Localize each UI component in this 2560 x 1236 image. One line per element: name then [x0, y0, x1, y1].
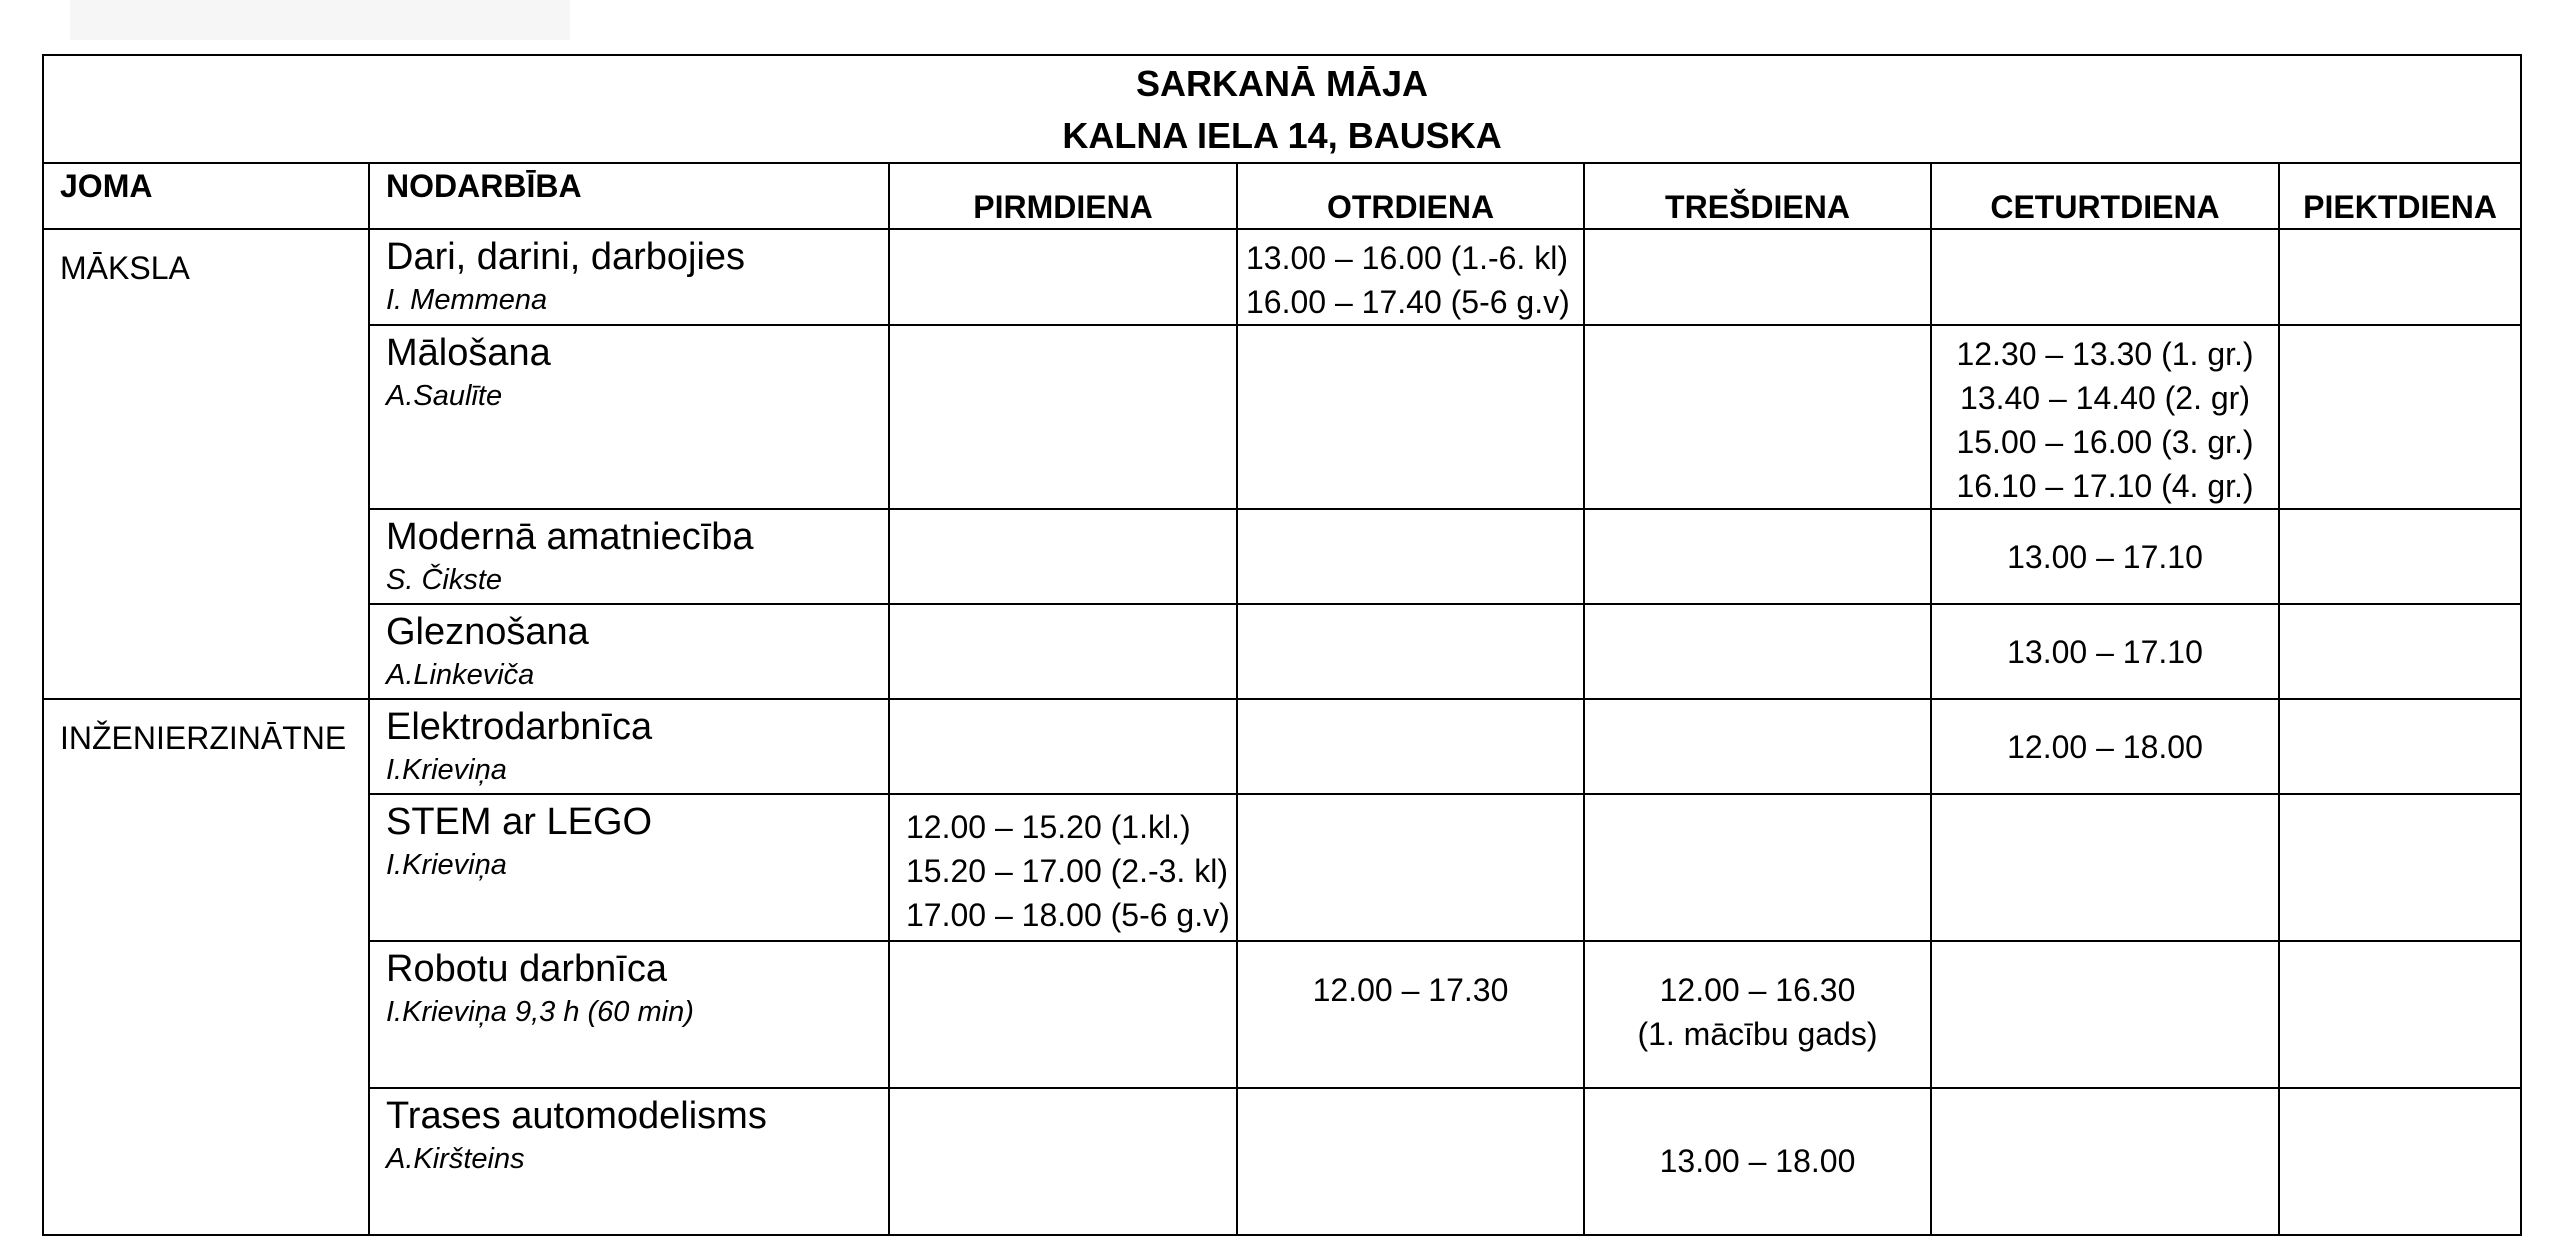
cell-thu: [1931, 941, 2279, 1088]
header-wednesday: TREŠDIENA: [1584, 163, 1931, 229]
activity-name: Robotu darbnīca: [386, 948, 667, 990]
activity-teacher: A.Saulīte: [386, 380, 503, 412]
cell-wed: [1584, 325, 1931, 509]
cell-wed: [1584, 229, 1931, 325]
schedule-document: [42, 54, 2520, 1236]
activity-teacher: I.Krieviņa: [386, 754, 507, 786]
activity-cell: [369, 699, 889, 794]
header-area: JOMA: [43, 163, 369, 229]
time-slot: 13.00 – 17.10: [2007, 538, 2203, 575]
cell-tue: [1237, 699, 1584, 794]
activity-cell: [369, 604, 889, 699]
header-monday: PIRMDIENA: [889, 163, 1237, 229]
cell-tue: [1237, 794, 1584, 941]
activity-teacher: I.Krieviņa: [386, 849, 507, 881]
cell-thu: [1931, 325, 2279, 509]
area-engineering: INŽENIERZINĀTNE: [43, 699, 369, 1235]
cell-tue: [1237, 229, 1584, 325]
time-slot: 15.00 – 16.00 (3. gr.): [1956, 424, 2254, 460]
header-row: [43, 163, 2521, 229]
cell-fri: [2279, 941, 2521, 1088]
cell-thu: [1931, 604, 2279, 699]
time-slot: 12.00 – 16.30: [1659, 972, 1856, 1008]
table-row: [43, 509, 2521, 604]
cell-tue: [1237, 509, 1584, 604]
time-slot: 12.00 – 15.20 (1.kl.): [906, 809, 1191, 845]
time-slot: 12.30 – 13.30 (1. gr.): [1956, 336, 2254, 372]
cell-mon: [889, 604, 1237, 699]
activity-teacher: A.Linkeviča: [386, 659, 535, 691]
title-line-2: KALNA IELA 14, BAUSKA: [1062, 115, 1502, 156]
time-slot: 13.00 – 17.10: [2007, 633, 2203, 670]
activity-cell: [369, 509, 889, 604]
time-slot: 15.20 – 17.00 (2.-3. kl): [906, 853, 1228, 889]
activity-name: Modernā amatniecība: [386, 516, 754, 558]
cell-thu: [1931, 794, 2279, 941]
table-row: [43, 229, 2521, 325]
activity-teacher: S. Čikste: [386, 564, 503, 596]
activity-name: STEM ar LEGO: [386, 801, 653, 843]
table-row: [43, 604, 2521, 699]
cell-mon: [889, 1088, 1237, 1235]
area-art: MĀKSLA: [43, 229, 369, 699]
time-slot: 12.00 – 18.00: [2007, 728, 2203, 765]
activity-cell: [369, 229, 889, 325]
cell-mon: [889, 941, 1237, 1088]
activity-cell: [369, 1088, 889, 1235]
header-friday: PIEKTDIENA: [2279, 163, 2521, 229]
activity-name: Gleznošana: [386, 611, 589, 653]
cell-tue: [1237, 325, 1584, 509]
document-title: [43, 55, 2521, 163]
header-tuesday: OTRDIENA: [1237, 163, 1584, 229]
table-row: [43, 1088, 2521, 1235]
activity-teacher: A.Kiršteins: [386, 1143, 525, 1175]
cell-wed: [1584, 509, 1931, 604]
schedule-table: [42, 54, 2522, 1236]
cell-wed: [1584, 604, 1931, 699]
cell-mon: [889, 325, 1237, 509]
activity-name: Dari, darini, darbojies: [386, 236, 746, 278]
cell-tue: [1237, 1088, 1584, 1235]
activity-name: Trases automodelisms: [386, 1095, 767, 1137]
cell-mon: [889, 794, 1237, 941]
cell-mon: [889, 509, 1237, 604]
cell-fri: [2279, 1088, 2521, 1235]
cell-wed: [1584, 794, 1931, 941]
cell-wed: [1584, 941, 1931, 1088]
cell-fri: [2279, 325, 2521, 509]
time-slot: 17.00 – 18.00 (5-6 g.v): [906, 897, 1230, 933]
header-activity: NODARBĪBA: [369, 163, 889, 229]
cell-fri: [2279, 699, 2521, 794]
table-row: [43, 699, 2521, 794]
cell-thu: [1931, 229, 2279, 325]
table-row: [43, 794, 2521, 941]
cell-wed: [1584, 1088, 1931, 1235]
cell-fri: [2279, 229, 2521, 325]
time-slot: (1. mācību gads): [1637, 1016, 1878, 1052]
cell-mon: [889, 699, 1237, 794]
cell-thu: [1931, 509, 2279, 604]
faint-artifact: [70, 0, 570, 40]
cell-fri: [2279, 604, 2521, 699]
activity-name: Mālošana: [386, 332, 551, 374]
cell-wed: [1584, 699, 1931, 794]
activity-cell: [369, 794, 889, 941]
cell-fri: [2279, 794, 2521, 941]
time-slot: 12.00 – 17.30: [1312, 972, 1509, 1008]
activity-cell: [369, 325, 889, 509]
title-line-1: SARKANĀ MĀJA: [1136, 63, 1429, 104]
activity-teacher: I.Krieviņa 9,3 h (60 min): [386, 996, 694, 1028]
time-slot: 16.10 – 17.10 (4. gr.): [1956, 468, 2254, 504]
cell-tue: [1237, 604, 1584, 699]
activity-cell: [369, 941, 889, 1088]
cell-fri: [2279, 509, 2521, 604]
activity-teacher: I. Memmena: [386, 284, 548, 316]
table-row: [43, 325, 2521, 509]
cell-mon: [889, 229, 1237, 325]
time-slot: 13.00 – 18.00: [1659, 1143, 1856, 1179]
time-slot: 13.40 – 14.40 (2. gr): [1960, 380, 2250, 416]
cell-tue: [1237, 941, 1584, 1088]
activity-name: Elektrodarbnīca: [386, 706, 653, 748]
time-slot: 16.00 – 17.40 (5-6 g.v): [1246, 284, 1570, 320]
table-row: [43, 941, 2521, 1088]
cell-thu: [1931, 1088, 2279, 1235]
time-slot: 13.00 – 16.00 (1.-6. kl): [1246, 240, 1568, 276]
header-thursday: CETURTDIENA: [1931, 163, 2279, 229]
cell-thu: [1931, 699, 2279, 794]
